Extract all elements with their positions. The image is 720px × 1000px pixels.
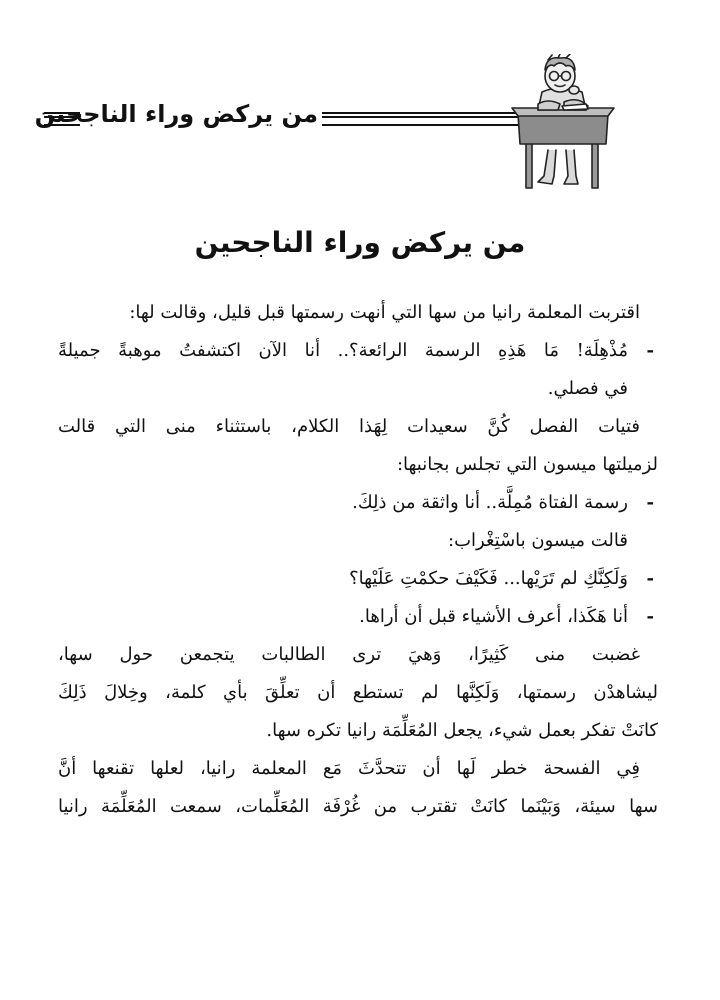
- dialogue-dash: -: [646, 606, 654, 627]
- header-title: من يركض وراء الناجحين: [34, 100, 318, 128]
- dialogue-line: [58, 332, 658, 370]
- dialogue-dash: -: [646, 492, 654, 513]
- paragraph-line: فِي الفسحة خطر لَها أن تتحدَّثَ مَع المعلمة رانيا، لعلها تقنعها أنَّ: [58, 758, 640, 779]
- paragraph-line: فتيات الفصل كُنَّ سعيدات لِهَذا الكلام، باستثناء منى التي قالت: [58, 416, 640, 437]
- paragraph-line: سها سيئة، وَبَيْنَما كانَتْ تقترب من غُرْفَة المُعَلِّمات، سمعت المُعَلِّمَة رانيا: [58, 796, 658, 817]
- paragraph-line: اقتربت المعلمة رانيا من سها التي أنهت رسمتها قبل قليل، وقالت لها:: [129, 302, 640, 323]
- paragraph-line: غضبت منى كَثِيرًا، وَهيَ ترى الطالبات يتجمعن حول سها،: [58, 644, 640, 665]
- paragraph-line: لزميلتها ميسون التي تجلس بجانبها:: [396, 454, 658, 475]
- story-text: [58, 294, 658, 826]
- narration-line: قالت ميسون باسْتِغْراب:: [448, 530, 628, 551]
- dialogue-text: أنا هَكَذا، أعرف الأشياء قبل أن أراها.: [359, 606, 628, 627]
- paragraph-line: ليشاهدْن رسمتها، وَلَكِنَّها لم تستطع أن تعلِّقَ بأي كلمة، وخِلالَ ذَلِكَ: [58, 682, 658, 703]
- dialogue-line: [58, 484, 658, 522]
- dialogue-line: [58, 560, 658, 598]
- dialogue-text: وَلَكِنَّكِ لم تَرَيْها... فَكَيْفَ حكمْتِ عَلَيْها؟: [349, 568, 628, 589]
- dialogue-text: مُذْهِلَة! مَا هَذِهِ الرسمة الرائعة؟.. أنا الآن اكتشفتُ موهبةً جميلةً: [58, 340, 628, 361]
- dialogue-line: [58, 598, 658, 636]
- student-at-desk-illustration: [508, 54, 618, 190]
- chapter-title: من يركض وراء الناجحين: [194, 226, 526, 259]
- dialogue-continuation: في فصلي.: [547, 378, 628, 399]
- dialogue-text: رسمة الفتاة مُمِلَّة.. أنا واثقة من ذلِكَ.: [352, 492, 628, 513]
- dialogue-dash: -: [646, 340, 654, 361]
- dialogue-dash: -: [646, 568, 654, 589]
- paragraph-line: كانَتْ تفكر بعمل شيء، يجعل المُعَلِّمَة رانيا تكره سها.: [266, 720, 658, 741]
